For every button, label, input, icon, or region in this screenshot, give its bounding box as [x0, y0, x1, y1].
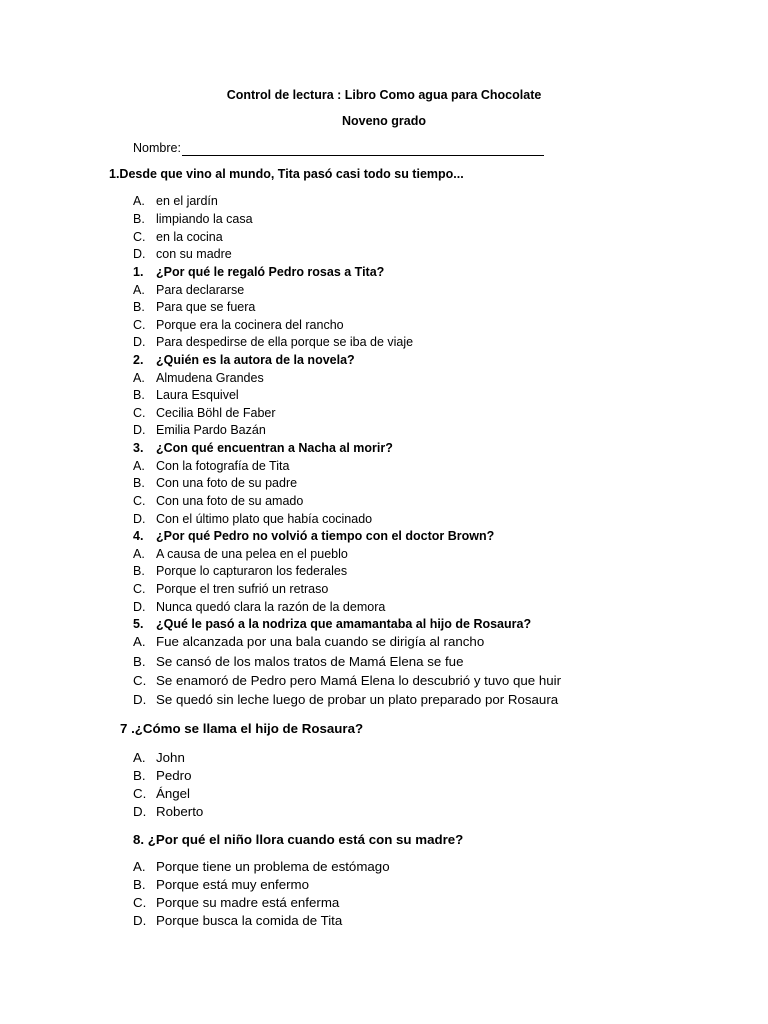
list-question-3: 3. ¿Con qué encuentran a Nacha al morir?	[133, 441, 393, 455]
name-field	[133, 140, 544, 156]
q7-option-b: B. Pedro	[133, 768, 192, 783]
lq4-option-d: D. Nunca quedó clara la razón de la demora	[133, 600, 386, 614]
question-7-text: 7 .¿Cómo se llama el hijo de Rosaura?	[120, 721, 364, 736]
lq5-option-a: A. Fue alcanzada por una bala cuando se dirigía al rancho	[133, 634, 485, 649]
q1-option-a: A. en el jardín	[133, 194, 218, 208]
q8-option-c: C. Porque su madre está enferma	[133, 895, 340, 910]
question-8-text: 8. ¿Por qué el niño llora cuando está con su madre?	[133, 832, 464, 847]
q7-option-d: D. Roberto	[133, 804, 204, 819]
list-question-1: 1. ¿Por qué le regaló Pedro rosas a Tita?	[133, 265, 385, 279]
lq3-option-d: D. Con el último plato que había cocinado	[133, 512, 373, 526]
q1-option-b: B. limpiando la casa	[133, 212, 253, 226]
q1-option-c: C. en la cocina	[133, 230, 223, 244]
lq5-option-c: C. Se enamoró de Pedro pero Mamá Elena lo descubrió y tuvo que huir	[133, 673, 562, 688]
lq1-option-b: B. Para que se fuera	[133, 300, 256, 314]
q1-option-d: D. con su madre	[133, 247, 232, 261]
document-subtitle: Noveno grado	[341, 114, 427, 128]
lq2-option-c: C. Cecilia Böhl de Faber	[133, 406, 276, 420]
q7-option-a: A. John	[133, 750, 185, 765]
q8-option-a: A. Porque tiene un problema de estómago	[133, 859, 390, 874]
list-question-4: 4. ¿Por qué Pedro no volvió a tiempo con el doctor Brown?	[133, 529, 495, 543]
lq5-option-b: B. Se cansó de los malos tratos de Mamá Elena se fue	[133, 654, 464, 669]
lq3-option-a: A. Con la fotografía de Tita	[133, 459, 290, 473]
lq3-option-b: B. Con una foto de su padre	[133, 476, 298, 490]
name-blank-line	[182, 143, 544, 156]
lq4-option-c: C. Porque el tren sufrió un retraso	[133, 582, 329, 596]
list-question-2: 2. ¿Quién es la autora de la novela?	[133, 353, 355, 367]
q7-option-c: C. Ángel	[133, 786, 191, 801]
lq1-option-a: A. Para declararse	[133, 283, 245, 297]
lq5-option-d: D. Se quedó sin leche luego de probar un plato preparado por Rosaura	[133, 692, 559, 707]
list-question-5: 5. ¿Qué le pasó a la nodriza que amamantaba al hijo de Rosaura?	[133, 617, 532, 631]
lq2-option-d: D. Emilia Pardo Bazán	[133, 423, 266, 437]
lq4-option-a: A. A causa de una pelea en el pueblo	[133, 547, 348, 561]
lq4-option-b: B. Porque lo capturaron los federales	[133, 564, 348, 578]
document-title: Control de lectura : Libro Como agua para Chocolate	[226, 88, 542, 102]
q8-option-b: B. Porque está muy enfermo	[133, 877, 309, 892]
lq2-option-a: A. Almudena Grandes	[133, 371, 264, 385]
name-label: Nombre:	[133, 141, 181, 155]
lq1-option-c: C. Porque era la cocinera del rancho	[133, 318, 344, 332]
q8-option-d: D. Porque busca la comida de Tita	[133, 913, 343, 928]
lq1-option-d: D. Para despedirse de ella porque se iba de viaje	[133, 335, 414, 349]
question-1-text: 1.Desde que vino al mundo, Tita pasó casi todo su tiempo...	[109, 167, 464, 181]
lq2-option-b: B. Laura Esquivel	[133, 388, 239, 402]
lq3-option-c: C. Con una foto de su amado	[133, 494, 304, 508]
